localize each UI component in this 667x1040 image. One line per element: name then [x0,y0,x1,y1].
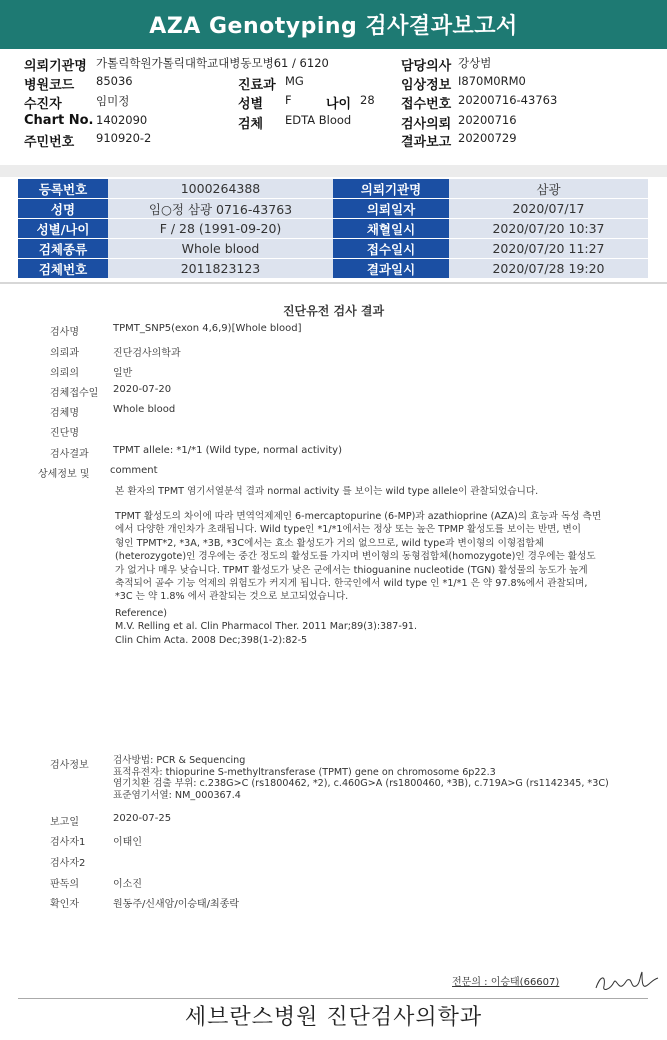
comment-summary [115,485,538,498]
info-value: F / 28 (1991-09-20) [108,219,333,239]
field-label: 확인자 [50,899,79,910]
info-value: 2011823123 [108,259,333,279]
field-value: comment [110,465,158,476]
header-label: Chart No. [24,113,94,128]
header-value: 임미정 [96,94,130,108]
info-label: 결과일시 [333,259,449,279]
field-label: 검사정보 [50,760,89,771]
info-label: 의뢰일자 [333,199,449,219]
text-line: TPMT 활성도의 차이에 따라 면역억제제인 6-mercaptopurine (6-MP)과 azathioprine (AZA)의 효능과 독성 측면 [115,511,602,522]
text-line: M.V. Relling et al. Clin Pharmacol Ther. 2011 Mar;89(3):387-91. [115,621,418,633]
field-label: 검사자1 [50,837,86,848]
text-line: Clin Chim Acta. 2008 Dec;398(1-2):82-5 [115,634,308,646]
info-value: 2020/07/20 11:27 [449,239,648,259]
info-value: 2020/07/17 [449,199,648,219]
field-label: 검사결과 [50,449,89,460]
comment-body [115,510,601,604]
info-label: 성별/나이 [18,219,108,239]
text-line: 표준염기서열: NM_000367.4 [113,789,241,801]
table-row [18,259,648,279]
header-row [0,74,667,92]
header-label: 주민번호 [24,135,75,150]
field-value: 진단검사의학과 [113,348,181,359]
header-label: 진료과 [238,78,276,93]
field-label: 검사명 [50,327,79,338]
info-label: 검체번호 [18,259,108,279]
header-label: 나이 [326,97,352,112]
field-label: 진단명 [50,428,79,439]
header-value: I870M0RM0 [458,74,526,88]
header-label: 성별 [238,97,264,112]
field-value: 이소진 [113,879,142,890]
header-label: 접수번호 [401,97,452,112]
handwritten-signature [592,966,662,996]
info-label: 검체종류 [18,239,108,259]
table-row [18,199,648,219]
info-label: 의뢰기관명 [333,179,449,199]
text-line: 염기치환 검출 부위: c.238G>C (rs1800462, *2), c.460G>A (rs1800460, *3B), c.719A>G (rs1142345, *3C) [113,778,609,789]
field-value: TPMT_SNP5(exon 4,6,9)[Whole blood] [113,323,302,334]
header-value: 20200716 [458,113,517,127]
header-label: 검사의뢰 [401,117,452,132]
patient-info-table [18,179,648,279]
field-label: 의뢰과 [50,348,79,359]
hospital-department-footer: 세브란스병원 진단검사의학과 [184,1005,483,1030]
text-line: 형인 TPMT*2, *3A, *3B, *3C에서는 효소 활성도가 거의 없으므로, wild type과 변이형의 이형접합체 [115,537,544,549]
header-value: 강상범 [458,56,492,70]
field-value: 2020-07-20 [113,384,172,395]
field-label: 의뢰의 [50,368,79,379]
field-label: 보고일 [50,817,79,828]
footer-rule [18,998,648,999]
field-value: 일반 [113,368,133,379]
header-value: 85036 [96,74,133,88]
header-label: 의뢰기관명 [24,59,87,74]
info-value: Whole blood [108,239,333,259]
field-value: 이태인 [113,837,142,848]
field-value: 원동주/신새암/이승태/최종락 [113,899,240,910]
header-value: F [285,93,292,107]
report-header [0,49,667,166]
header-value: MG [285,74,304,88]
info-value: 2020/07/28 19:20 [449,259,648,279]
field-label: 검체접수일 [50,388,99,399]
table-row [18,179,648,199]
header-row [0,55,667,73]
header-label: 병원코드 [24,78,75,93]
text-line: (heterozygote)인 경우에는 중간 정도의 활성도를 가지며 변이형의 동형접합체(homozygote)인 경우에는 활성도 [115,551,596,563]
text-line: 본 환자의 TPMT 염기서열분석 결과 normal activity 를 보이는 wild type allele이 관찰되었습니다. [115,486,539,497]
header-value: 20200716-43763 [458,93,558,107]
header-label: 담당의사 [401,59,452,74]
field-label: 상세정보 및 [38,469,90,480]
header-value: 20200729 [458,131,517,145]
table-row [18,219,648,239]
text-line: *3C 는 약 1.8% 에서 관찰되는 것으로 보고되었습니다. [115,591,349,603]
header-row [0,93,667,111]
info-label: 등록번호 [18,179,108,199]
text-line: Reference) [115,608,168,619]
specialist-signature-label: 전문의 : 이승태(66607) [452,977,560,988]
field-label: 검사자2 [50,858,86,869]
header-row [0,131,667,149]
table-row [18,239,648,259]
info-value: 임○정 삼광 0716-43763 [108,199,333,219]
header-label: 수진자 [24,97,62,112]
header-value: 910920-2 [96,131,152,145]
info-value: 삼광 [449,179,648,199]
separator-band [0,165,667,177]
text-line: 에서 다양한 개인차가 초래됩니다. Wild type인 *1/*1에서는 정상 또는 높은 TPMP 활성도를 보이는 반면, 변이 [115,524,582,536]
section-divider [0,282,667,284]
text-line: 표적유전자: thiopurine S-methyltransferase (TPMT) gene on chromosome 6p22.3 [113,766,496,778]
header-value: EDTA Blood [285,113,352,127]
report-title-bar [0,0,667,49]
info-value: 1000264388 [108,179,333,199]
info-label: 채혈일시 [333,219,449,239]
field-value: Whole blood [113,404,176,415]
info-value: 2020/07/20 10:37 [449,219,648,239]
header-label: 검체 [238,117,264,132]
header-value: 1402090 [96,113,148,127]
header-value: 28 [360,93,375,107]
report-title: AZA Genotyping 검사결과보고서 [149,14,518,39]
field-label: 판독의 [50,879,79,890]
text-line: 축적되어 골수 기능 억제의 위험도가 커지게 됩니다. 한국인에서 wild type 인 *1/*1 은 약 97.8%에서 관찰되며, [115,577,588,589]
test-info [113,755,609,801]
info-label: 성명 [18,199,108,219]
header-label: 임상정보 [401,78,452,93]
field-value: TPMT allele: *1/*1 (Wild type, normal activity) [113,445,342,456]
result-section-title: 진단유전 검사 결과 [282,304,385,318]
header-value: 가톨릭학원가톨릭대학교대병동모병61 / 6120 [96,56,329,70]
header-row [0,113,667,131]
text-line: 가 없거나 매우 낮습니다. TPMT 활성도가 낮은 군에서는 thioguanine nucleotide (TGN) 활성물의 농도가 높게 [115,564,588,576]
references [115,607,417,647]
field-value: 2020-07-25 [113,813,172,824]
info-label: 접수일시 [333,239,449,259]
header-label: 결과보고 [401,135,452,150]
field-label: 검체명 [50,408,79,419]
text-line: 검사방법: PCR & Sequencing [113,755,246,766]
